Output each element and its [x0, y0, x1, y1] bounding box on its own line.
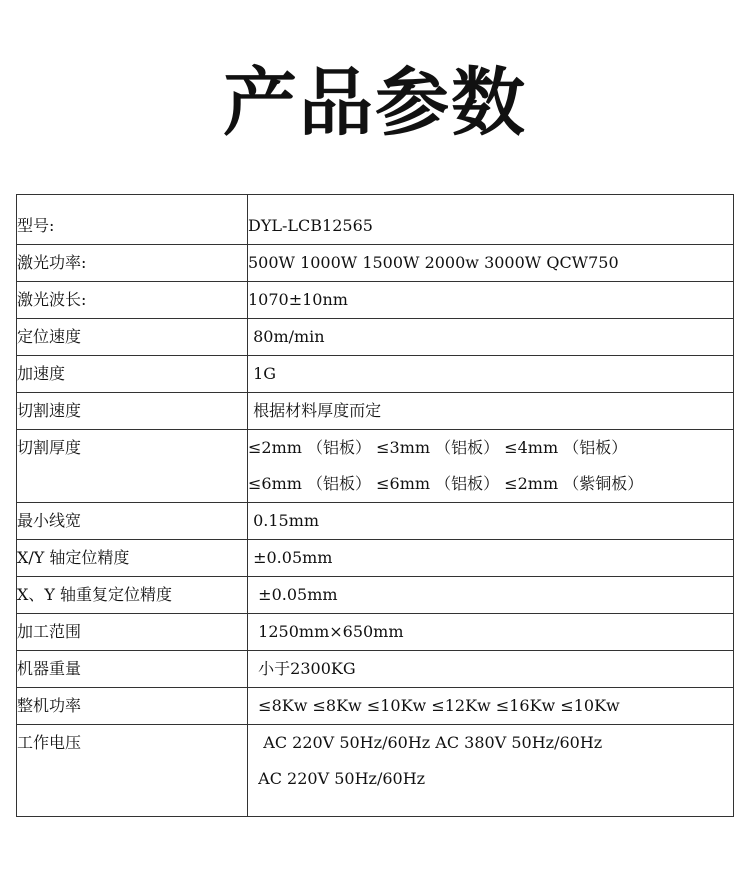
spec-label: 工作电压: [17, 725, 248, 817]
page-title: 产品参数: [223, 60, 527, 146]
spec-value: [248, 725, 734, 817]
spec-value: [248, 430, 734, 503]
spec-value-line: 1G: [248, 364, 277, 383]
spec-value-line: 根据材料厚度而定: [248, 401, 382, 420]
spec-value-line: 80m/min: [248, 327, 325, 346]
spec-value: [248, 393, 734, 430]
spec-value-line: AC 220V 50Hz/60Hz AC 380V 50Hz/60Hz: [248, 733, 603, 752]
spec-value: [248, 614, 734, 651]
spec-row: [17, 651, 734, 688]
spec-value: [248, 688, 734, 725]
spec-row: [17, 503, 734, 540]
spec-value-line: 小于2300KG: [248, 659, 356, 678]
spec-label: 激光波长:: [17, 282, 248, 319]
spec-value: [248, 503, 734, 540]
spec-value-line: ±0.05mm: [248, 548, 333, 567]
spec-label: 加工范围: [17, 614, 248, 651]
spec-value-line: ±0.05mm: [248, 585, 338, 604]
spec-value: [248, 319, 734, 356]
spec-label: X/Y 轴定位精度: [17, 540, 248, 577]
spec-value: [248, 577, 734, 614]
spec-label: 机器重量: [17, 651, 248, 688]
spec-row: [17, 245, 734, 282]
spec-row: [17, 430, 734, 503]
spec-row: [17, 393, 734, 430]
spec-value-line: DYL-LCB12565: [248, 216, 373, 235]
spec-label: 型号:: [17, 195, 248, 245]
spec-label: 切割厚度: [17, 430, 248, 503]
spec-value: [248, 195, 734, 245]
spec-label: 整机功率: [17, 688, 248, 725]
spec-value-line: 500W 1000W 1500W 2000w 3000W QCW750: [248, 253, 619, 272]
spec-value-line: 0.15mm: [248, 511, 320, 530]
spec-value-line: 1250mm×650mm: [248, 622, 404, 641]
spec-row: [17, 725, 734, 817]
spec-value-line: ≤6mm （铝板） ≤6mm （铝板） ≤2mm （紫铜板）: [248, 474, 644, 493]
spec-table: [16, 194, 734, 817]
spec-row: [17, 195, 734, 245]
spec-label: 最小线宽: [17, 503, 248, 540]
spec-value-line: ≤8Kw ≤8Kw ≤10Kw ≤12Kw ≤16Kw ≤10Kw: [248, 696, 620, 715]
spec-value: [248, 356, 734, 393]
spec-row: [17, 688, 734, 725]
spec-label: 定位速度: [17, 319, 248, 356]
spec-row: [17, 319, 734, 356]
spec-value-line: ≤2mm （铝板） ≤3mm （铝板） ≤4mm （铝板）: [248, 438, 628, 457]
spec-value: [248, 282, 734, 319]
spec-value: [248, 651, 734, 688]
spec-row: [17, 577, 734, 614]
spec-label: 切割速度: [17, 393, 248, 430]
spec-row: [17, 540, 734, 577]
spec-label: 激光功率:: [17, 245, 248, 282]
spec-row: [17, 282, 734, 319]
spec-value-line: 1070±10nm: [248, 290, 348, 309]
spec-value: [248, 540, 734, 577]
spec-row: [17, 356, 734, 393]
spec-label: 加速度: [17, 356, 248, 393]
spec-value: [248, 245, 734, 282]
spec-row: [17, 614, 734, 651]
spec-value-line: AC 220V 50Hz/60Hz: [248, 769, 426, 788]
spec-label: X、Y 轴重复定位精度: [17, 577, 248, 614]
